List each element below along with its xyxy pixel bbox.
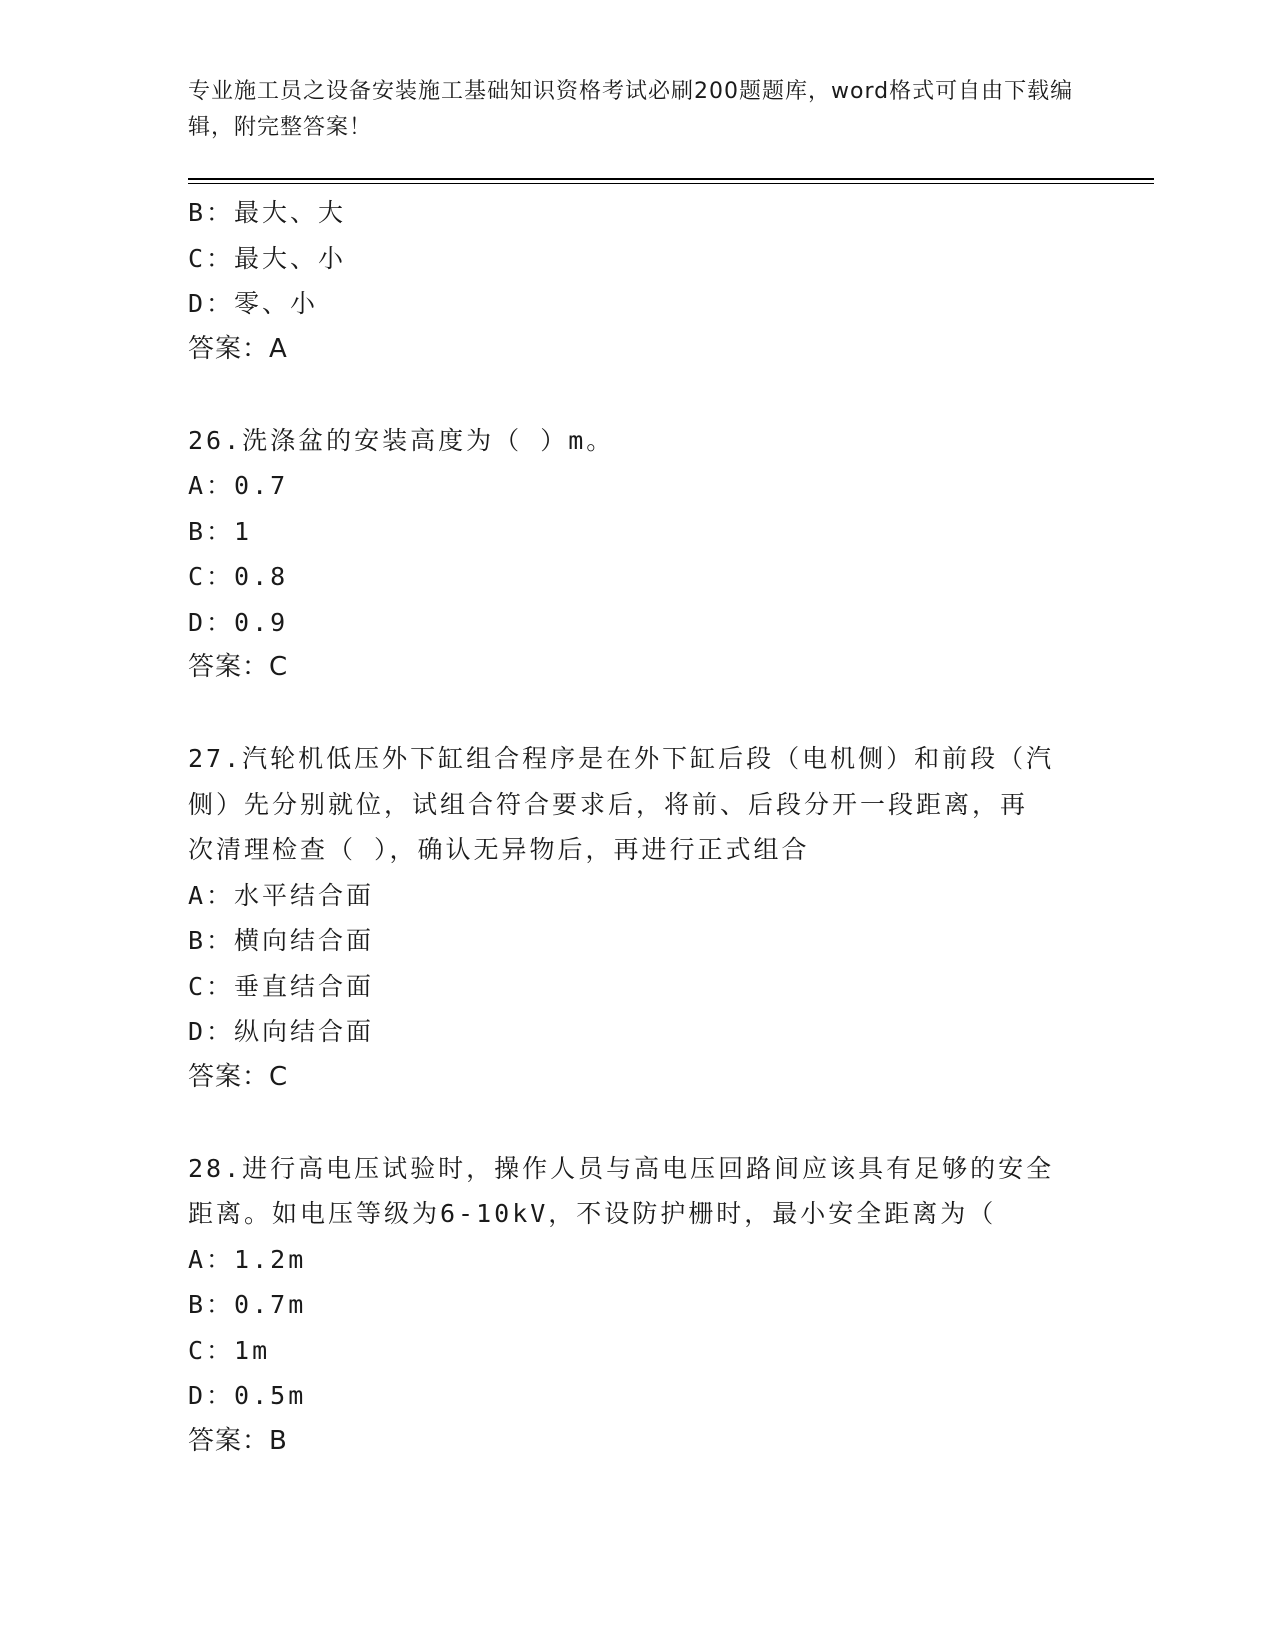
question-26	[188, 418, 1088, 691]
option-c: C：1m	[188, 1335, 271, 1365]
question-stem-line-1: 27.汽轮机低压外下缸组合程序是在外下缸后段（电机侧）和前段（汽	[188, 744, 1055, 773]
option-d: D：零、小	[188, 289, 319, 318]
continued-question	[188, 190, 1088, 372]
question-list	[188, 190, 1088, 1464]
question-28	[188, 1146, 1088, 1465]
question-stem-line-1: 28.进行高电压试验时，操作人员与高电压回路间应该具有足够的安全	[188, 1153, 1055, 1183]
header-divider-thin	[188, 183, 1154, 184]
question-27	[188, 736, 1088, 1100]
option-d: D：0.5m	[188, 1381, 307, 1410]
option-a: A：0.7	[188, 471, 289, 500]
header-divider-thick	[188, 178, 1154, 180]
option-c: C：最大、小	[188, 243, 347, 273]
option-a: A：水平结合面	[188, 880, 375, 910]
answer-line: 答案：A	[188, 333, 288, 364]
question-stem-line-2: 距离。如电压等级为6-10kV，不设防护栅时，最小安全距离为（	[188, 1199, 997, 1228]
answer-line: 答案：C	[188, 652, 289, 682]
question-stem-line-2: 侧）先分别就位，试组合符合要求后，将前、后段分开一段距离，再	[188, 789, 1029, 819]
question-stem: 26.洗涤盆的安装高度为（ ）m。	[188, 425, 615, 455]
option-d: D：纵向结合面	[188, 1017, 375, 1046]
option-a: A：1.2m	[188, 1244, 307, 1274]
option-c: C：垂直结合面	[188, 971, 375, 1001]
answer-line: 答案：C	[188, 1061, 289, 1092]
answer-line: 答案：B	[188, 1425, 288, 1456]
option-c: C：0.8	[188, 562, 289, 591]
document-title: 专业施工员之设备安装施工基础知识资格考试必刷200题题库，word格式可自由下载编辑，附完整答案！	[188, 79, 1074, 140]
option-b: B：横向结合面	[188, 926, 375, 955]
option-b: B：1	[188, 516, 253, 546]
option-d: D：0.9	[188, 607, 289, 637]
question-stem-line-3: 次清理检查（ ），确认无异物后，再进行正式组合	[188, 835, 810, 864]
option-b: B：最大、大	[188, 198, 347, 227]
option-b: B：0.7m	[188, 1290, 307, 1319]
